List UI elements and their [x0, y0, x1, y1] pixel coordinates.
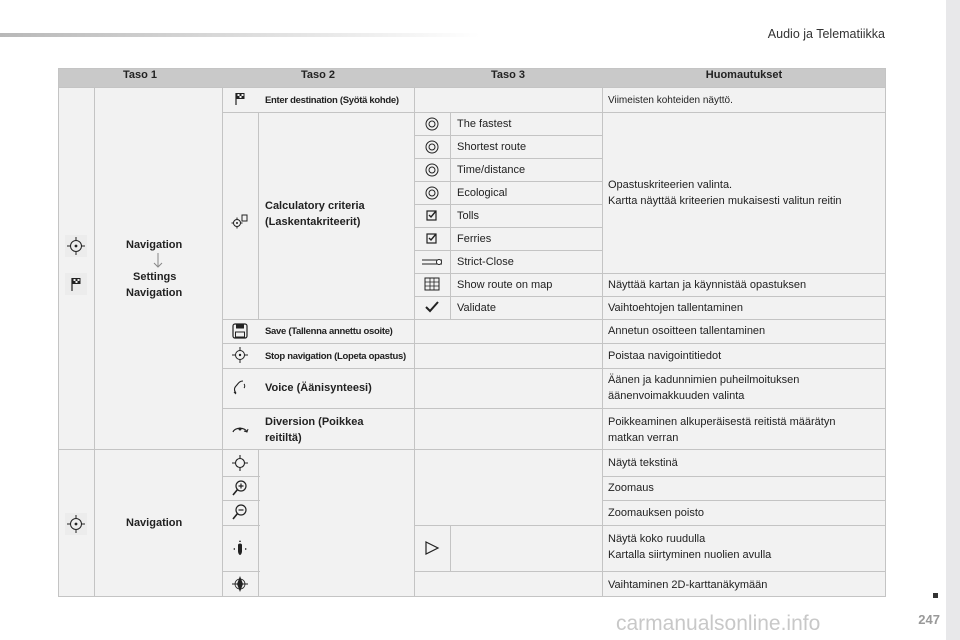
voice-note-line1: Äänen ja kadunnimien puheilmoituksen [608, 374, 800, 386]
view-2d-note: Vaihtaminen 2D-karttanäkymään [608, 579, 768, 591]
row-divider [414, 181, 602, 182]
criteria-note-line2: Kartta näyttää kriteerien mukaisesti valitun reitin [608, 195, 842, 207]
navigation-icon [65, 513, 87, 535]
criteria-note-line1: Opastuskriteerien valinta. [608, 179, 733, 191]
arrow-down-icon [153, 253, 163, 269]
enter-destination-note: Viimeisten kohteiden näyttö. [608, 95, 733, 106]
zoom-in-icon [230, 479, 250, 497]
option-shortest: Shortest route [457, 141, 527, 153]
view-2d-icon [230, 575, 250, 593]
save-icon [230, 322, 250, 340]
row-divider [222, 343, 886, 344]
voice-note-line2: äänenvoimakkuuden valinta [608, 390, 745, 402]
slider-icon [420, 253, 444, 271]
option-fastest: The fastest [457, 118, 512, 130]
table-border [58, 68, 886, 69]
save-note: Annetun osoitteen tallentaminen [608, 325, 766, 337]
row-divider [414, 250, 602, 251]
table-border [58, 68, 59, 597]
table-border [58, 449, 886, 450]
row-divider [414, 571, 886, 572]
move-note-line2: Kartalla siirtyminen nuolien avulla [608, 549, 772, 561]
diversion-icon [230, 420, 250, 438]
table-border [58, 87, 886, 88]
radio-option-icon [422, 184, 442, 202]
stop-navigation-icon [230, 346, 250, 364]
table-border [414, 112, 415, 319]
row-divider [414, 135, 602, 136]
row-divider [222, 408, 886, 409]
row-divider [414, 158, 602, 159]
row-divider [602, 500, 886, 501]
row-divider [414, 204, 602, 205]
table-border [450, 112, 451, 319]
row-divider [222, 368, 886, 369]
radio-option-icon [422, 161, 442, 179]
move-map-icon [230, 539, 250, 557]
save-label: Save (Tallenna annettu osoite) [265, 326, 393, 337]
diversion-note-line2: matkan verran [608, 432, 679, 444]
radio-option-icon [422, 138, 442, 156]
zoom-in-note: Zoomaus [608, 482, 654, 494]
validate-label: Validate [457, 302, 496, 314]
navigation-icon [65, 235, 87, 257]
row-divider [222, 500, 260, 501]
row-divider [222, 525, 260, 526]
row-divider [414, 227, 602, 228]
column-header-level2: Taso 2 [300, 69, 336, 81]
voice-icon [230, 379, 250, 397]
show-route-label: Show route on map [457, 279, 553, 291]
checkbox-icon [422, 230, 442, 248]
watermark: carmanualsonline.info [616, 612, 821, 635]
table-border [414, 319, 415, 449]
table-border [58, 596, 886, 597]
row-divider [414, 296, 886, 297]
row-divider [222, 112, 886, 113]
checkbox-icon [422, 207, 442, 225]
stop-navigation-note: Poistaa navigointitiedot [608, 350, 722, 362]
row-divider [602, 476, 886, 477]
level1-navigation-map-label: Navigation [126, 517, 183, 529]
table-border [450, 525, 451, 571]
zoom-out-note: Zoomauksen poisto [608, 507, 704, 519]
criteria-label-line1: Calculatory criteria [265, 200, 365, 212]
level1-settings-label: Settings [133, 271, 177, 283]
map-text-icon [230, 454, 250, 472]
row-divider [222, 571, 260, 572]
page-section-title: Audio ja Telematiikka [767, 27, 885, 41]
show-route-note: Näyttää kartan ja käynnistää opastuksen [608, 279, 807, 291]
right-edge-strip [946, 0, 960, 640]
enter-destination-label: Enter destination (Syötä kohde) [265, 95, 399, 106]
play-triangle-icon [422, 539, 442, 557]
header-gradient-bar [0, 33, 480, 37]
flag-icon [230, 90, 250, 108]
table-border [258, 112, 259, 319]
checkmark-icon [422, 298, 442, 316]
column-header-level1: Taso 1 [122, 69, 158, 81]
option-time-distance: Time/distance [457, 164, 526, 176]
row-divider [414, 273, 886, 274]
level1-navigation-sub-label: Navigation [126, 287, 183, 299]
level1-navigation-label: Navigation [126, 239, 183, 251]
diversion-note-line1: Poikkeaminen alkuperäisestä reitistä määrätyn [608, 416, 836, 428]
radio-option-icon [422, 115, 442, 133]
map-text-note: Näytä tekstinä [608, 457, 678, 469]
zoom-out-icon [230, 503, 250, 521]
table-border [222, 87, 223, 596]
column-header-level3: Taso 3 [490, 69, 526, 81]
flag-icon [65, 273, 87, 295]
table-border [414, 449, 415, 596]
table-border [885, 68, 886, 597]
row-divider [414, 525, 886, 526]
table-border [414, 87, 415, 112]
table-border [94, 87, 95, 596]
column-header-notes: Huomautukset [705, 69, 783, 81]
option-strict-close: Strict-Close [457, 256, 514, 268]
validate-note: Vaihtoehtojen tallentaminen [608, 302, 743, 314]
criteria-label-line2: (Laskentakriteerit) [265, 216, 361, 228]
row-divider [222, 319, 886, 320]
option-ecological: Ecological [457, 187, 508, 199]
page-number: 247 [918, 612, 940, 627]
diversion-label-line2: reitiltä) [265, 432, 302, 444]
criteria-icon [230, 212, 250, 230]
option-tolls: Tolls [457, 210, 480, 222]
table-border [602, 87, 603, 596]
voice-label: Voice (Äänisynteesi) [265, 382, 372, 394]
map-grid-icon [422, 275, 442, 293]
page-marker [933, 593, 938, 598]
move-note-line1: Näytä koko ruudulla [608, 533, 706, 545]
option-ferries: Ferries [457, 233, 492, 245]
diversion-label-line1: Diversion (Poikkea [265, 416, 364, 428]
row-divider [222, 476, 260, 477]
stop-navigation-label: Stop navigation (Lopeta opastus) [265, 351, 406, 362]
table-border [258, 449, 259, 596]
